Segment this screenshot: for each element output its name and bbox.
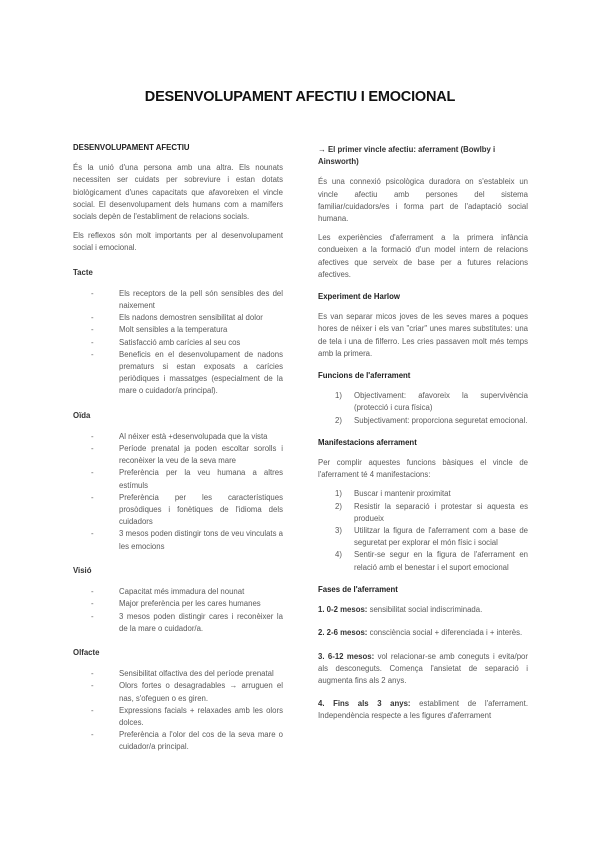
- fase-label: 3. 6-12 mesos:: [318, 651, 375, 661]
- list-item-text: Objectivament: afavoreix la supervivència (protecció i cura física): [354, 391, 528, 413]
- list-item: [73, 586, 283, 598]
- fases-list: [318, 604, 528, 722]
- paragraph: És la unió d'una persona amb una altra. Els nounats necessiten ser cuidats per sobreviure i estan dotats biològicament d'unes capacitats que afavoreixen el vincle social. El desenvolupament dels humans com a mamífers socials depèn de l'establiment de relacions socials.: [73, 163, 283, 222]
- fase-text: vol relacionar-se amb coneguts i evita/por als desconeguts. Comença l'ansietat de separació i augmenta fins als 2 anys.: [318, 651, 528, 685]
- section-subheading: Tacte: [73, 267, 93, 277]
- section-subheading: Visió: [73, 565, 92, 575]
- list-item: [318, 501, 528, 525]
- bullet-dash: -: [91, 325, 94, 335]
- paragraph: És una connexió psicològica duradora on s'estableix un vincle afectiu amb persones del sistema familiar/cuidadors/es i forma part de l'adaptació social humana.: [318, 177, 528, 224]
- list-item-text: Major preferència per les cares humanes: [119, 599, 261, 609]
- list-item-text: 3 mesos poden distingir tons de veu vinculats a les emocions: [119, 529, 283, 551]
- section-heading: DESENVOLUPAMENT AFECTIU: [73, 143, 190, 152]
- list-item: [73, 349, 283, 398]
- list-item: [73, 467, 283, 491]
- funcions-list: [318, 390, 528, 427]
- bullet-dash: -: [91, 444, 94, 454]
- list-item-text: Preferència per les característiques prosòdiques i fonètiques de l'idioma dels cuidadors: [119, 492, 283, 527]
- list-item-text: Període prenatal ja poden escoltar sorolls i reconèixer la veu de la seva mare: [119, 444, 283, 466]
- list-item: [73, 443, 283, 467]
- fase-text: establiment de l'aferrament. Independència respecte a les figures d'aferrament: [318, 699, 528, 721]
- list-item: [73, 288, 283, 312]
- subheading: Manifestacions aferrament: [318, 437, 417, 447]
- bullet-dash: -: [91, 730, 94, 740]
- list-item: [318, 525, 528, 549]
- list-item: [73, 705, 283, 729]
- bullet-list: [73, 288, 283, 398]
- manifestacions-list: [318, 488, 528, 573]
- list-item-text: Els receptors de la pell són sensibles des del naixement: [119, 288, 283, 311]
- bullet-dash: -: [91, 349, 94, 359]
- list-item: [73, 431, 283, 443]
- list-item: [318, 415, 528, 427]
- list-item: [73, 324, 283, 336]
- paragraph: Les experiències d'aferrament a la primera infància condueixen a la formació d'un model intern de relacions afectives que serveix de base per a futures relacions afectives.: [318, 233, 528, 279]
- section-heading: → El primer vincle afectiu: aferrament (Bowlby i Ainsworth): [318, 145, 496, 167]
- list-item-text: 3 mesos poden distingir cares i reconèixer la de la mare o cuidador/a.: [119, 611, 283, 633]
- subheading: Fases de l'aferrament: [318, 584, 398, 594]
- subheading: Experiment de Harlow: [318, 292, 400, 302]
- bullet-list: [73, 586, 283, 635]
- fase-label: 1. 0-2 mesos:: [318, 605, 368, 615]
- bullet-list: [73, 431, 283, 553]
- left-column: [73, 142, 283, 764]
- fase-label: 2. 2-6 mesos:: [318, 628, 368, 638]
- list-item: [73, 312, 283, 324]
- bullet-dash: -: [91, 705, 94, 715]
- fase-text: consciència social + diferenciada i + interès.: [367, 628, 523, 638]
- list-item-text: Beneficis en el desenvolupament de nadons prematurs si estan exposats a carícies periòdiques i massatges (especialment de la mare o cuidador/a principal).: [119, 349, 283, 396]
- list-item: [73, 729, 283, 753]
- fase-label: 4. Fins als 3 anys:: [318, 699, 411, 709]
- bullet-dash: -: [91, 492, 94, 502]
- list-item-text: Sensibilitat olfactiva des del període prenatal: [119, 669, 274, 679]
- list-item-text: Satisfacció amb carícies al seu cos: [119, 337, 241, 347]
- fase-text: sensibilitat social indiscriminada.: [367, 605, 483, 615]
- list-item-text: Preferència a l'olor del cos de la seva mare o cuidador/a principal.: [119, 730, 283, 752]
- paragraph: Es van separar micos joves de les seves mares a poques hores de néixer i els van "criar" unes mares substitutes: una de tela i una de filferro. Les cries passaven molt més temps amb la primera.: [318, 312, 528, 358]
- bullet-dash: -: [91, 599, 94, 609]
- list-item: [318, 488, 528, 500]
- bullet-dash: -: [91, 337, 94, 347]
- bullet-dash: -: [91, 313, 94, 323]
- list-item-text: Olors fortes o desagradables → arruguen el nas, s'ofeguen o es giren.: [119, 681, 283, 703]
- right-column: [318, 144, 528, 734]
- list-item-text: Preferència per la veu humana a altres estímuls: [119, 468, 283, 490]
- list-item-text: Utilitzar la figura de l'aferrament com a base de seguretat per explorar el món físic i social: [354, 526, 528, 548]
- list-item-text: Molt sensibles a la temperatura: [119, 325, 228, 335]
- list-number: 1): [335, 489, 342, 499]
- paragraph: Per complir aquestes funcions bàsiques el vincle de l'aferrament té 4 manifestacions:: [318, 458, 528, 480]
- list-item-text: Buscar i mantenir proximitat: [354, 489, 451, 499]
- list-item-text: Capacitat més immadura del nounat: [119, 587, 245, 597]
- bullet-dash: -: [91, 611, 94, 621]
- list-number: 4): [335, 550, 342, 560]
- list-item-text: Al néixer està +desenvolupada que la vista: [119, 431, 268, 441]
- list-number: 2): [335, 501, 342, 511]
- list-item: [73, 492, 283, 529]
- list-number: 1): [335, 391, 342, 401]
- list-item: [73, 598, 283, 610]
- list-item: [318, 390, 528, 414]
- list-item: [73, 680, 283, 704]
- list-item: [73, 337, 283, 349]
- bullet-dash: -: [91, 669, 94, 679]
- list-item-text: Resistir la separació i protestar si aquesta es produeix: [354, 501, 528, 523]
- bullet-dash: -: [91, 529, 94, 539]
- fase-item: [318, 627, 528, 639]
- page-title: DESENVOLUPAMENT AFECTIU I EMOCIONAL: [144, 89, 456, 105]
- list-item-text: Els nadons demostren sensibilitat al dolor: [119, 313, 263, 323]
- list-item: [73, 611, 283, 635]
- fase-item: [318, 604, 528, 616]
- bullet-dash: -: [91, 431, 94, 441]
- list-item: [73, 668, 283, 680]
- list-item-text: Subjectivament: proporciona seguretat emocional.: [354, 415, 528, 425]
- fase-item: [318, 651, 528, 688]
- bullet-dash: -: [91, 681, 94, 691]
- section-subheading: Oïda: [73, 410, 91, 420]
- subheading: Funcions de l'aferrament: [318, 371, 411, 381]
- bullet-dash: -: [91, 288, 94, 298]
- bullet-list: [73, 668, 283, 753]
- fase-item: [318, 698, 528, 722]
- list-item: [318, 549, 528, 573]
- section-subheading: Olfacte: [73, 647, 100, 657]
- sense-sections: [73, 267, 283, 754]
- list-item-text: Sentir-se segur en la figura de l'aferrament en relació amb el benestar i el suport emocional: [354, 550, 528, 572]
- list-item: [73, 528, 283, 552]
- list-number: 2): [335, 415, 342, 425]
- bullet-dash: -: [91, 468, 94, 478]
- bullet-dash: -: [91, 587, 94, 597]
- list-item-text: Expressions facials + relaxades amb les olors dolces.: [119, 705, 283, 727]
- paragraph: Els reflexos són molt importants per al desenvolupament social i emocional.: [73, 231, 283, 253]
- list-number: 3): [335, 526, 342, 536]
